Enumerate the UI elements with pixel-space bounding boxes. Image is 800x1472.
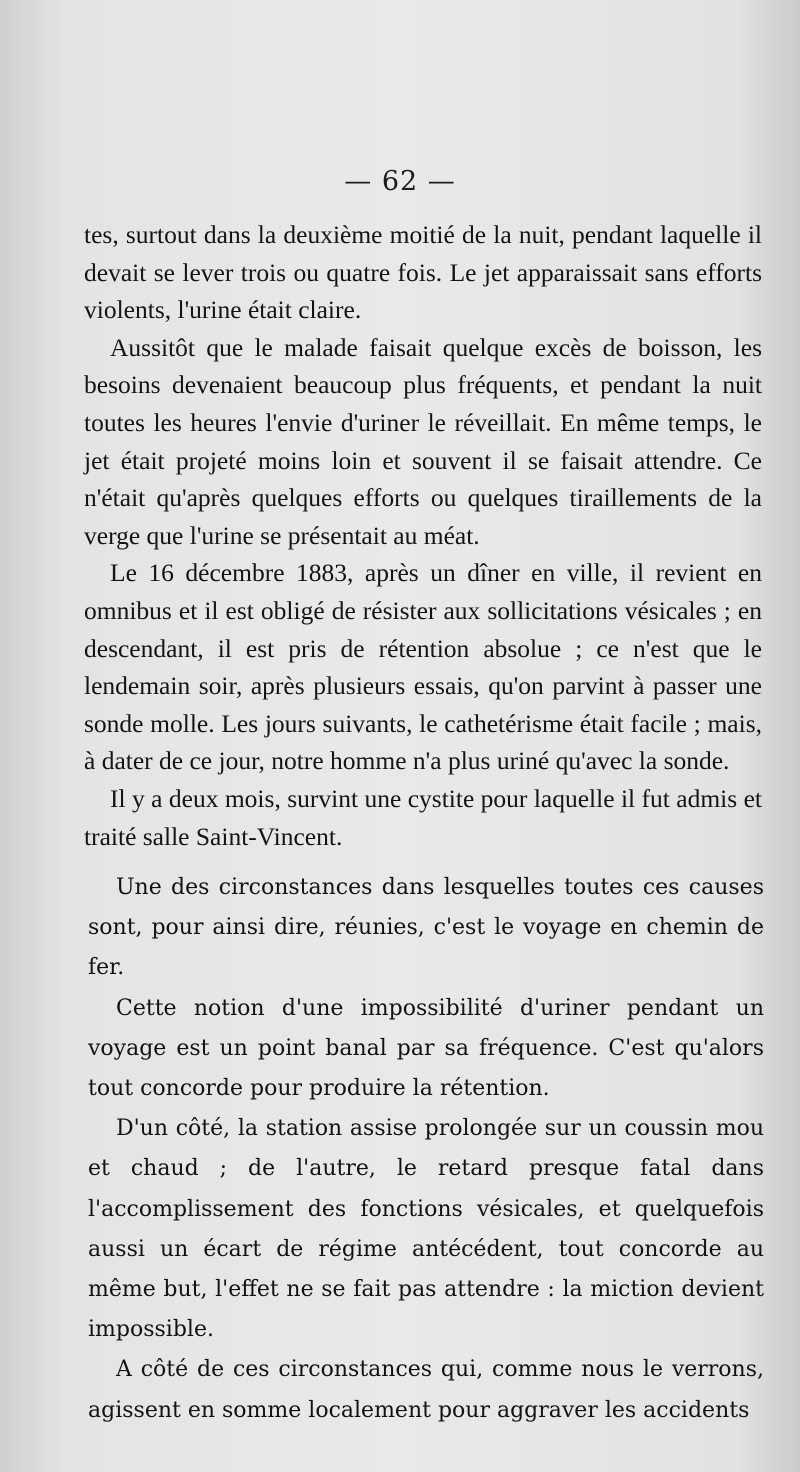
paragraph: Aussitôt que le malade faisait quelque excès de boisson, les besoins devenaient beaucoup plus fréquents, et pendant la nuit toutes les heures l'envie d'uriner le réveillait. En même temps, le jet était projeté moins loin et souvent il se faisait attendre. Ce n'était qu'après quelques efforts ou quelques tiraillements de la verge que l'urine se présentait au méat. xyxy=(84,332,762,550)
paragraph: A côté de ces circonstances qui, comme nous le verrons, agissent en somme localement pour aggraver les accidents xyxy=(88,1357,764,1423)
page-number: — 62 — xyxy=(344,166,456,197)
section-case-report xyxy=(84,216,762,855)
paragraph: Cette notion d'une impossibilité d'uriner pendant un voyage est un point banal par sa fréquence. C'est qu'alors tout concorde pour produire la rétention. xyxy=(88,995,764,1102)
paragraph: Une des circonstances dans lesquelles toutes ces causes sont, pour ainsi dire, réunies, c'est le voyage en chemin de fer. xyxy=(88,875,764,981)
paragraph: tes, surtout dans la deuxième moitié de la nuit, pendant laquelle il devait se lever trois ou quatre fois. Le jet apparaissait sans efforts violents, l'urine était claire. xyxy=(84,220,762,325)
paragraph: D'un côté, la station assise prolongée sur un coussin mou et chaud ; de l'autre, le retard presque fatal dans l'accomplissement des fonctions vésicales, et quelquefois aussi un écart de régime antécédent, tout concorde au même but, l'effet ne se fait pas attendre : la miction devient impossible. xyxy=(88,1116,764,1343)
paragraph: Le 16 décembre 1883, après un dîner en ville, il revient en omnibus et il est obligé de résister aux sollicitations vésicales ; en descendant, il est pris de rétention absolue ; ce n'est que le lendemain soir, après plusieurs essais, qu'on parvint à passer une sonde molle. Les jours suivants, le cathetérisme était facile ; mais, à dater de ce jour, notre homme n'a plus uriné qu'avec la sonde. xyxy=(84,558,762,776)
section-commentary xyxy=(88,868,764,1431)
paragraph: Il y a deux mois, survint une cystite pour laquelle il fut admis et traité salle Saint-Vincent. xyxy=(84,783,762,851)
